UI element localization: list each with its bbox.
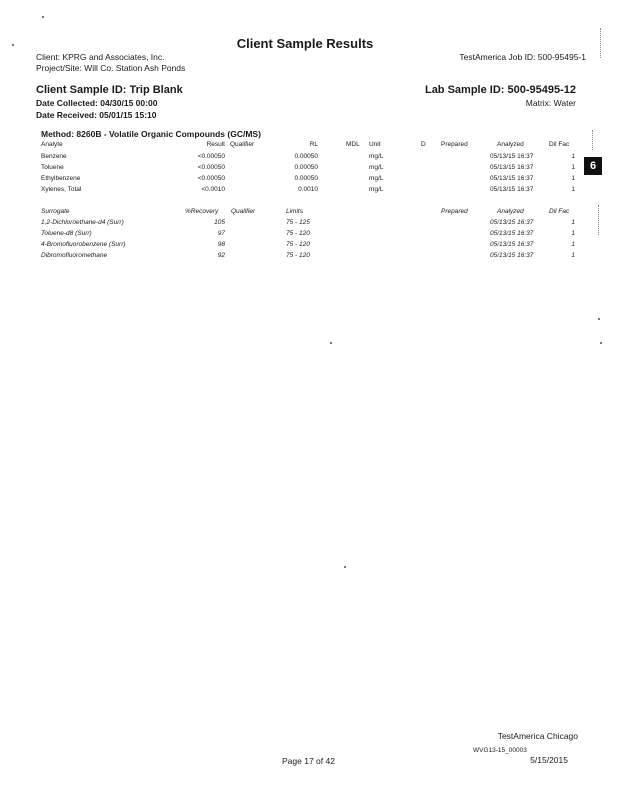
surrogate-name: Toluene-d8 (Surr) [41,230,92,237]
analyte-name: Xylenes, Total [41,186,82,193]
surrogate-recovery: 105 [214,219,225,226]
table-row [0,164,618,174]
surrogate-header-row [0,208,618,218]
col-analyzed: Analyzed [497,141,524,148]
scan-speck [330,342,332,344]
table-row [0,175,618,185]
lab-sample-id: Lab Sample ID: 500-95495-12 [424,84,576,96]
surrogate-name: Dibromofluoromethane [41,252,108,259]
scan-speck [12,44,14,46]
analyte-dil-fac: 1 [571,186,575,193]
scan-speck [344,566,346,568]
col-d: D [421,141,426,148]
col-dil-fac: Dil Fac [549,141,570,148]
analyte-header-row [0,141,618,151]
analyte-rl: 0.0010 [298,186,318,193]
matrix: Matrix: Water [525,98,576,108]
analyte-analyzed: 05/13/15 16:37 [490,186,534,193]
analyte-result: <0.00050 [197,164,225,171]
surrogate-limits: 75 - 120 [286,252,310,259]
analyte-unit: mg/L [369,175,384,182]
job-id: TestAmerica Job ID: 500-95495-1 [459,52,586,62]
surrogate-recovery: 98 [217,241,225,248]
surrogate-recovery: 97 [217,230,225,237]
col-surrogate-dil-fac: Dil Fac [549,208,570,215]
analyte-rl: 0.00050 [294,175,318,182]
surrogate-analyzed: 05/13/15 16:37 [490,230,534,237]
analyte-name: Benzene [41,153,67,160]
col-surrogate: Surrogate [41,208,70,215]
footer-date: 5/15/2015 [530,755,568,765]
analyte-dil-fac: 1 [571,175,575,182]
date-received: Date Received: 05/01/15 15:10 [36,110,157,120]
analyte-result: <0.00050 [197,175,225,182]
col-prepared: Prepared [441,141,468,148]
analyte-result: <0.0010 [201,186,225,193]
date-collected: Date Collected: 04/30/15 00:00 [36,98,158,108]
col-limits: Limits [286,208,303,215]
col-surrogate-analyzed: Analyzed [497,208,524,215]
analyte-rl: 0.00050 [294,164,318,171]
table-row [0,186,618,196]
margin-dotted-mark [592,130,593,150]
table-row [0,153,618,163]
client-sample-id: Client Sample ID: Trip Blank [36,84,183,96]
col-analyte: Analyte [41,141,63,148]
table-row [0,219,618,229]
col-rl: RL [309,141,318,148]
surrogate-limits: 75 - 125 [286,219,310,226]
project-site: Project/Site: Will Co. Station Ash Ponds [36,63,186,73]
surrogate-analyzed: 05/13/15 16:37 [490,252,534,259]
analyte-analyzed: 05/13/15 16:37 [490,175,534,182]
page-title: Client Sample Results [236,36,374,51]
surrogate-limits: 75 - 120 [286,230,310,237]
analyte-unit: mg/L [369,153,384,160]
scan-speck [600,342,602,344]
footer-doc-code: WVG13-15_00003 [473,747,527,754]
col-result: Result [206,141,225,148]
analyte-analyzed: 05/13/15 16:37 [490,164,534,171]
footer-lab-name: TestAmerica Chicago [497,731,578,741]
surrogate-name: 4-Bromofluorobenzene (Surr) [41,241,126,248]
col-surrogate-prepared: Prepared [441,208,468,215]
col-qualifier: Qualifier [230,141,255,148]
surrogate-analyzed: 05/13/15 16:37 [490,241,534,248]
method-heading: Method: 8260B - Volatile Organic Compounds (GC/MS) [41,129,261,139]
analyte-rl: 0.00050 [294,153,318,160]
col-unit: Unit [369,141,381,148]
analyte-name: Toluene [41,164,64,171]
surrogate-recovery: 92 [217,252,225,259]
surrogate-name: 1,2-Dichloroethane-d4 (Surr) [41,219,124,226]
surrogate-dil-fac: 1 [571,230,575,237]
analyte-unit: mg/L [369,186,384,193]
table-row [0,241,618,251]
section-tab: 6 [584,157,602,175]
analyte-unit: mg/L [369,164,384,171]
margin-dotted-mark [600,28,601,58]
analyte-dil-fac: 1 [571,153,575,160]
table-row [0,230,618,240]
surrogate-analyzed: 05/13/15 16:37 [490,219,534,226]
col-recovery: %Recovery [185,208,219,215]
surrogate-dil-fac: 1 [571,219,575,226]
client-name: Client: KPRG and Associates, Inc. [36,52,165,62]
surrogate-limits: 75 - 120 [286,241,310,248]
analyte-name: Ethylbenzene [41,175,81,182]
analyte-result: <0.00050 [197,153,225,160]
margin-dotted-mark [598,205,599,235]
surrogate-dil-fac: 1 [571,252,575,259]
surrogate-dil-fac: 1 [571,241,575,248]
table-row [0,252,618,262]
analyte-dil-fac: 1 [571,164,575,171]
scan-speck [598,318,600,320]
analyte-analyzed: 05/13/15 16:37 [490,153,534,160]
scan-speck [42,16,44,18]
page-number: Page 17 of 42 [282,756,335,766]
col-mdl: MDL [346,141,360,148]
col-surrogate-qualifier: Qualifier [231,208,256,215]
